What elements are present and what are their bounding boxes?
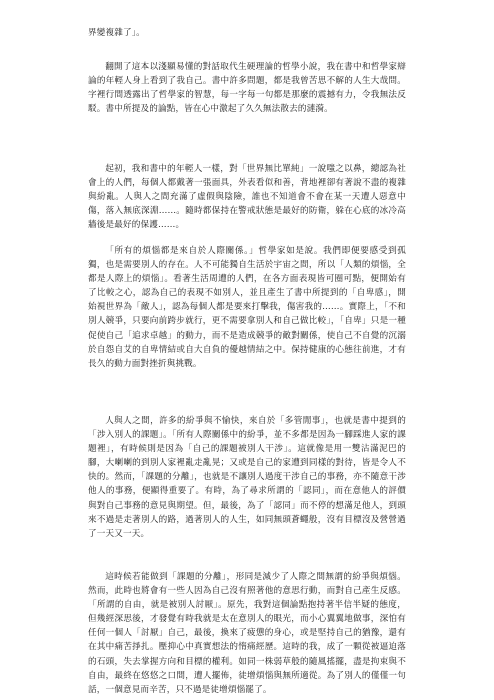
paragraph-5: 人與人之間，許多的紛爭與不愉快，來自於「多管閒事」，也就是書中提到的「涉入別人的課題」。「所有人際關係中的紛爭，並不多都是因為一腳踩進人家的課題裡」，有時候則是因為「自己的課題被別人干涉」。這就像是用一雙沾滿泥巴的腳，大喇喇的到別人家裡亂走亂晃；又或是自己的家遭到同樣的對待，皆是令人不快的。然而，「課題的分離」，也就是不讓別人過度干涉自己的事務，亦不隨意干涉他人的事務，便顯得重要了。有時，為了尋求所謂的「認同」，而在意他人的評價與對自己事務的意見與期望。但，最後，為了「認同」而不停的想滿足他人，到頭來不過是走著別人的路，過著別人的人生，如同無頭蒼蠅般，沒有目標沒及營營過了一天又一天。 [88,416,406,539]
paragraph-6: 這時候若能做到「課題的分離」，形同是減少了人際之間無謂的紛爭與煩惱。然而，此時也將會有一些人因為自己沒有照著他的意思行動，而對自己產生反感。「所謂的自由，就是被別人討厭」。原先，我對這個論點抱持著半信半疑的態度，但幾經深思後，才發覺有時我就是太在意別人的眼光，而小心翼翼地做事，深怕有任何一個人「討厭」自己，最後，換來了疲憊的身心，或是堅持自己的猶豫，還有在其中痛苦掙扎。壓抑心中真實想法的惰痛經歷。這時的我，成了一顆從被逼迫落的石頭，失去掌握方向和目標的權利。如同一株弱草般的隨風搖擺，盡是拘束與不自由，最終在悠悠之口間，遭人擺佈，徒增煩惱與無所適從。為了別人的僅僅一句話，一個意見而辛苦，只不過是徒增煩惱罷了。 [88,572,406,695]
paragraph-4: 「所有的煩惱都是來自於人際關係。」哲學家如是說。我們即便要感受到孤獨，也是需要別人的存在。人不可能獨自生活於宇宙之間，所以「人類的煩惱，全都是人際上的煩惱」。看著生活周遭的人們，在各方面表現皆可圈可點，便開始有了比較之心，認為自己的表現不如別人，並且產生了書中所提到的「自卑感」，開始視世界為「敵人」，認為每個人都是要來打擊我，傷害我的……。實際上，「不和別人競爭，只要向前跨步就行，更不需要拿別人和自己做比較」，「自卑」只是一種促使自己「追求卓越」的動力，而不是造成競爭的敵對關係，使自己不自覺的沉溺於自怨自艾的自卑情結或自大自負的優越情結之中。保持健康的心態往前進，才有長久的動力面對挫折與挑戰。 [88,246,406,369]
paragraph-3: 起初，我和書中的年輕人一樣，對「世界無比單純」一說嗤之以鼻，總認為社會上的人們，每個人都戴著一張面具，外表看似和善，背地裡卻有著說不盡的複雜與紛亂。人與人之間充滿了虛假與陰險，誰也不知道會不會在某一天遭人惡意中傷，落入無底深淵……。隨時都保持在警戒狀態是最好的防衛，躲在心底的冰冷高牆後是最好的保護……。 [88,164,406,231]
paragraph-1: 界變複雜了」。 [88,28,145,38]
paragraph-2: 翻開了這本以淺顯易懂的對話取代生硬理論的哲學小說，我在書中和哲學家辯論的年輕人身上看到了我自己。書中許多問題，都是我曾苦思不解的人生大哉問。字裡行間透露出了哲學家的智慧，每一字每一句都是那麼的震撼有力，令我無法反駁。書中所提及的論點，皆在心中激起了久久無法散去的漣漪。 [88,62,406,115]
